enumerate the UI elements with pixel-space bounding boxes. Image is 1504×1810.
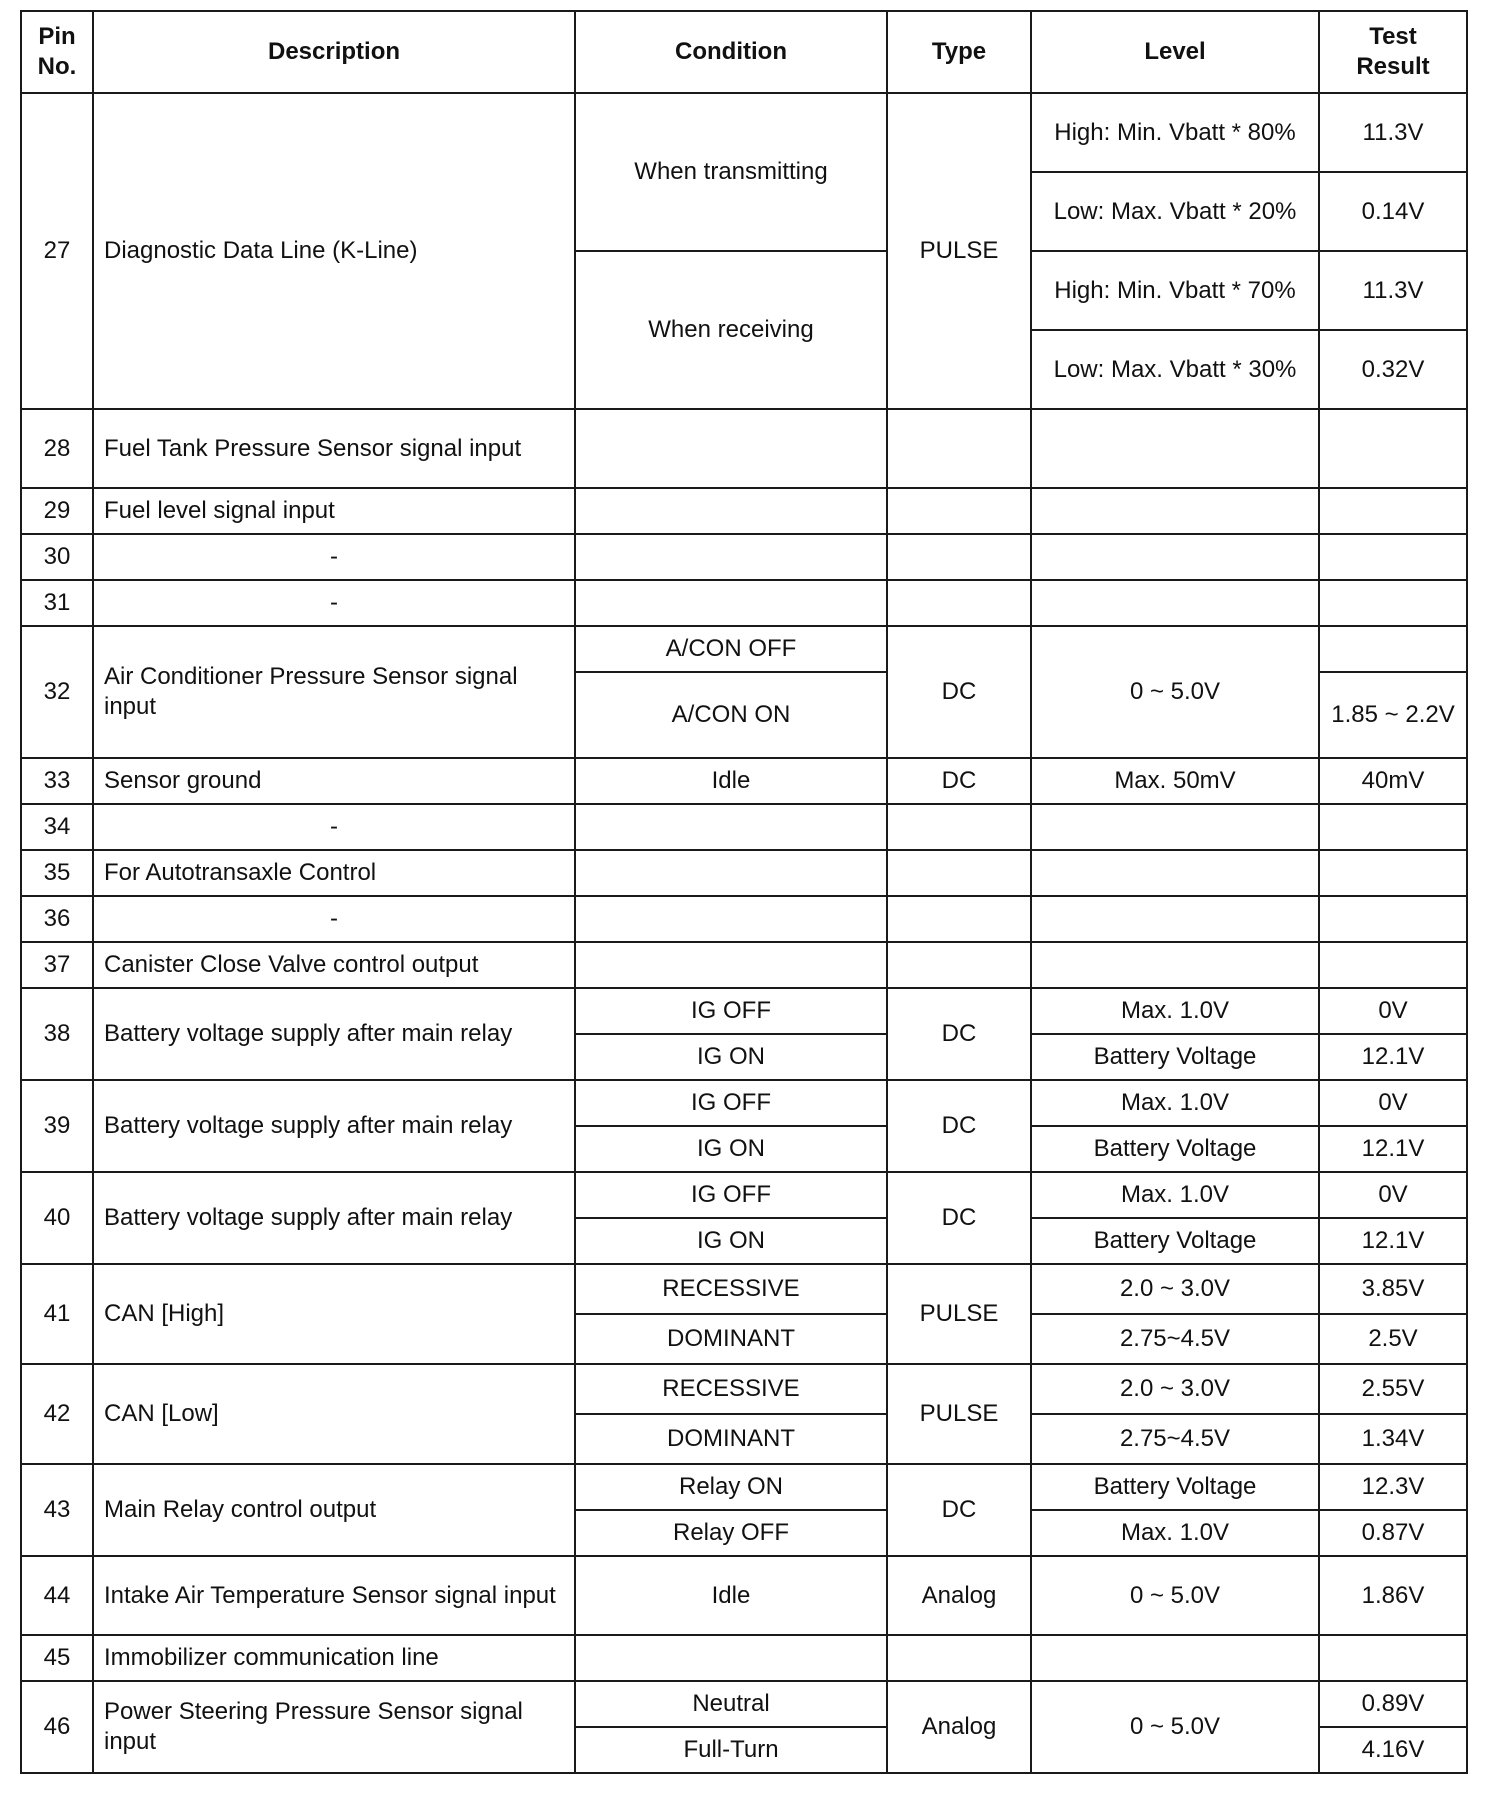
condition-cell: IG OFF [575,1172,887,1218]
header-description: Description [93,11,575,93]
table-row [21,1364,1467,1414]
level-cell [1031,409,1319,488]
result-cell: 0.87V [1319,1510,1467,1556]
table-row [21,1464,1467,1510]
pin-description: Canister Close Valve control output [93,942,575,988]
condition-cell [575,896,887,942]
level-cell: 0 ~ 5.0V [1031,1556,1319,1635]
level-cell: Battery Voltage [1031,1218,1319,1264]
pin-number: 31 [21,580,93,626]
result-cell: 1.85 ~ 2.2V [1319,672,1467,758]
result-cell [1319,409,1467,488]
table-row [21,850,1467,896]
condition-cell: Neutral [575,1681,887,1727]
pin-description: CAN [High] [93,1264,575,1364]
type-cell: PULSE [887,1264,1031,1364]
level-cell: Low: Max. Vbatt * 30% [1031,330,1319,409]
pin-number: 28 [21,409,93,488]
type-cell: DC [887,1172,1031,1264]
pin-number: 39 [21,1080,93,1172]
pin-description: Intake Air Temperature Sensor signal input [93,1556,575,1635]
pin-description: For Autotransaxle Control [93,850,575,896]
level-cell: Low: Max. Vbatt * 20% [1031,172,1319,251]
level-cell: 2.0 ~ 3.0V [1031,1264,1319,1314]
type-cell: DC [887,626,1031,758]
condition-cell [575,804,887,850]
result-cell: 12.1V [1319,1126,1467,1172]
result-cell [1319,942,1467,988]
pin-description: Battery voltage supply after main relay [93,1080,575,1172]
level-cell [1031,534,1319,580]
level-cell: High: Min. Vbatt * 70% [1031,251,1319,330]
table-row [21,409,1467,488]
result-cell: 1.34V [1319,1414,1467,1464]
header-pin: Pin No. [21,11,93,93]
level-cell: Battery Voltage [1031,1126,1319,1172]
table-row [21,1264,1467,1314]
condition-cell: Full-Turn [575,1727,887,1773]
result-cell [1319,1635,1467,1681]
result-cell: 0.14V [1319,172,1467,251]
level-cell: 2.0 ~ 3.0V [1031,1364,1319,1414]
type-cell: DC [887,758,1031,804]
result-cell: 2.5V [1319,1314,1467,1364]
type-cell: DC [887,1080,1031,1172]
type-cell: DC [887,988,1031,1080]
table-row [21,1681,1467,1727]
type-cell [887,488,1031,534]
result-cell: 0.32V [1319,330,1467,409]
condition-cell: A/CON OFF [575,626,887,672]
type-cell [887,534,1031,580]
type-cell: Analog [887,1556,1031,1635]
table-row [21,1635,1467,1681]
condition-cell: RECESSIVE [575,1264,887,1314]
condition-cell [575,409,887,488]
pin-number: 38 [21,988,93,1080]
condition-cell: IG OFF [575,1080,887,1126]
result-cell [1319,850,1467,896]
condition-cell: IG ON [575,1126,887,1172]
header-result: Test Result [1319,11,1467,93]
result-cell [1319,488,1467,534]
pin-description: - [93,896,575,942]
table-row [21,488,1467,534]
result-cell: 12.3V [1319,1464,1467,1510]
condition-cell: Idle [575,758,887,804]
condition-cell: A/CON ON [575,672,887,758]
pin-description: Fuel Tank Pressure Sensor signal input [93,409,575,488]
condition-cell: RECESSIVE [575,1364,887,1414]
condition-cell: Relay OFF [575,1510,887,1556]
pin-number: 42 [21,1364,93,1464]
condition-cell: When receiving [575,251,887,409]
pin-number: 32 [21,626,93,758]
result-cell: 12.1V [1319,1218,1467,1264]
type-cell: PULSE [887,1364,1031,1464]
condition-cell: Idle [575,1556,887,1635]
pin-description: CAN [Low] [93,1364,575,1464]
pin-number: 27 [21,93,93,409]
result-cell: 4.16V [1319,1727,1467,1773]
condition-cell: DOMINANT [575,1414,887,1464]
pin-number: 30 [21,534,93,580]
pin-description: Immobilizer communication line [93,1635,575,1681]
result-cell [1319,626,1467,672]
pin-number: 34 [21,804,93,850]
result-cell [1319,534,1467,580]
result-cell: 3.85V [1319,1264,1467,1314]
pin-description: Main Relay control output [93,1464,575,1556]
pin-number: 43 [21,1464,93,1556]
table-row [21,93,1467,172]
level-cell: Max. 50mV [1031,758,1319,804]
type-cell: Analog [887,1681,1031,1773]
result-cell: 0V [1319,1080,1467,1126]
pin-number: 36 [21,896,93,942]
table-row [21,988,1467,1034]
result-cell: 12.1V [1319,1034,1467,1080]
level-cell: 2.75~4.5V [1031,1314,1319,1364]
type-cell [887,850,1031,896]
level-cell [1031,1635,1319,1681]
condition-cell [575,850,887,896]
condition-cell [575,580,887,626]
result-cell: 11.3V [1319,251,1467,330]
type-cell [887,942,1031,988]
pin-number: 35 [21,850,93,896]
result-cell [1319,580,1467,626]
header-condition: Condition [575,11,887,93]
pin-description: Sensor ground [93,758,575,804]
level-cell: Battery Voltage [1031,1464,1319,1510]
condition-cell: DOMINANT [575,1314,887,1364]
pin-table-page [20,10,1466,1774]
condition-cell: IG OFF [575,988,887,1034]
pin-number: 46 [21,1681,93,1773]
result-cell: 0.89V [1319,1681,1467,1727]
table-row [21,580,1467,626]
type-cell [887,1635,1031,1681]
level-cell: Max. 1.0V [1031,1510,1319,1556]
pin-description: Battery voltage supply after main relay [93,988,575,1080]
level-cell: Battery Voltage [1031,1034,1319,1080]
condition-cell [575,488,887,534]
level-cell: 2.75~4.5V [1031,1414,1319,1464]
pin-number: 41 [21,1264,93,1364]
level-cell: Max. 1.0V [1031,1080,1319,1126]
header-level: Level [1031,11,1319,93]
pin-description: Diagnostic Data Line (K-Line) [93,93,575,409]
result-cell: 1.86V [1319,1556,1467,1635]
level-cell [1031,942,1319,988]
pin-number: 29 [21,488,93,534]
table-row [21,758,1467,804]
level-cell [1031,580,1319,626]
type-cell [887,580,1031,626]
type-cell [887,896,1031,942]
pin-number: 40 [21,1172,93,1264]
pin-number: 37 [21,942,93,988]
table-row [21,896,1467,942]
result-cell [1319,804,1467,850]
level-cell [1031,896,1319,942]
condition-cell [575,534,887,580]
pin-description: Power Steering Pressure Sensor signal input [93,1681,575,1773]
table-row [21,942,1467,988]
header-type: Type [887,11,1031,93]
type-cell [887,409,1031,488]
pin-description: Fuel level signal input [93,488,575,534]
type-cell [887,804,1031,850]
result-cell: 0V [1319,988,1467,1034]
pin-description: - [93,804,575,850]
table-row [21,1556,1467,1635]
level-cell: High: Min. Vbatt * 80% [1031,93,1319,172]
level-cell: Max. 1.0V [1031,1172,1319,1218]
result-cell: 11.3V [1319,93,1467,172]
level-cell: 0 ~ 5.0V [1031,1681,1319,1773]
pin-table [20,10,1468,1774]
condition-cell: IG ON [575,1218,887,1264]
condition-cell: IG ON [575,1034,887,1080]
table-row [21,626,1467,672]
pin-description: - [93,580,575,626]
pin-number: 45 [21,1635,93,1681]
condition-cell: When transmitting [575,93,887,251]
result-cell: 2.55V [1319,1364,1467,1414]
pin-number: 33 [21,758,93,804]
condition-cell: Relay ON [575,1464,887,1510]
pin-description: - [93,534,575,580]
level-cell: 0 ~ 5.0V [1031,626,1319,758]
level-cell [1031,488,1319,534]
level-cell: Max. 1.0V [1031,988,1319,1034]
header-row [21,11,1467,93]
table-row [21,804,1467,850]
type-cell: PULSE [887,93,1031,409]
level-cell [1031,850,1319,896]
level-cell [1031,804,1319,850]
table-row [21,1080,1467,1126]
pin-number: 44 [21,1556,93,1635]
condition-cell [575,1635,887,1681]
result-cell: 40mV [1319,758,1467,804]
table-row [21,1172,1467,1218]
pin-description: Battery voltage supply after main relay [93,1172,575,1264]
result-cell [1319,896,1467,942]
result-cell: 0V [1319,1172,1467,1218]
condition-cell [575,942,887,988]
table-row [21,534,1467,580]
pin-description: Air Conditioner Pressure Sensor signal input [93,626,575,758]
type-cell: DC [887,1464,1031,1556]
